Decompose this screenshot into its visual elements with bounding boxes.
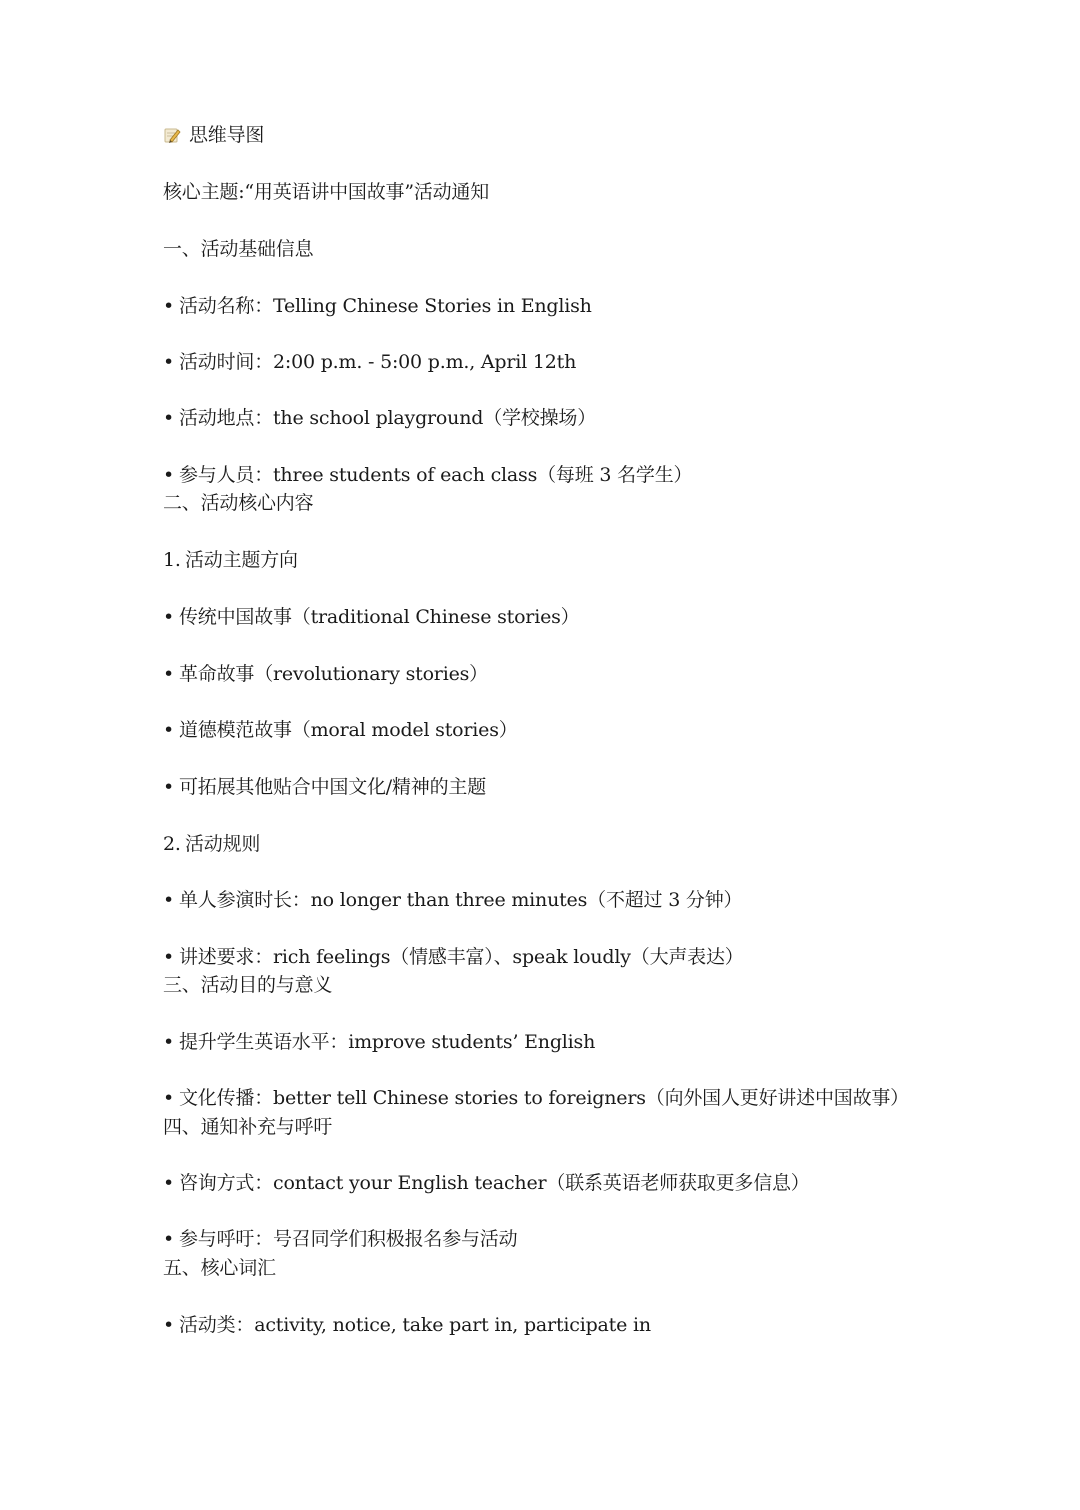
list-item-text: 革命故事（revolutionary stories） <box>179 663 488 685</box>
section-heading-4: 四、通知补充与呼吁 <box>163 1116 333 1138</box>
subsection-heading-2 <box>163 831 260 857</box>
list-item-text: 文化传播：better tell Chinese stories to foreigners（向外国人更好讲述中国故事） <box>179 1087 909 1109</box>
subsection-number: 1. <box>163 549 181 571</box>
list-item: • 活动名称：Telling Chinese Stories in English <box>163 295 592 317</box>
document-title <box>163 122 264 148</box>
list-item: • 参与呼吁：号召同学们积极报名参与活动 <box>163 1228 518 1250</box>
subsection-text: 活动规则 <box>185 833 261 855</box>
list-item: • 讲述要求：rich feelings（情感丰富）、speak loudly（大声表达） <box>163 946 744 968</box>
list-item-text: 活动时间：2:00 p.m. - 5:00 p.m., April 12th <box>179 351 577 373</box>
list-item-text: 讲述要求：rich feelings（情感丰富）、speak loudly（大声表达） <box>179 946 744 968</box>
list-item-text: 可拓展其他贴合中国文化/精神的主题 <box>179 776 487 798</box>
list-item-text: 参与人员：three students of each class（每班 3 名学生） <box>179 464 693 486</box>
list-item: • 道德模范故事（moral model stories） <box>163 719 518 741</box>
section-heading-1: 一、活动基础信息 <box>163 238 314 260</box>
subsection-text: 活动主题方向 <box>185 549 298 571</box>
list-item: • 提升学生英语水平：improve students’ English <box>163 1031 596 1053</box>
list-item: • 传统中国故事（traditional Chinese stories） <box>163 606 580 628</box>
section-heading-5: 五、核心词汇 <box>163 1257 276 1279</box>
subsection-heading-1 <box>163 547 298 573</box>
list-item-text: 传统中国故事（traditional Chinese stories） <box>179 606 580 628</box>
section-heading-2: 二、活动核心内容 <box>163 492 314 514</box>
section-heading-3: 三、活动目的与意义 <box>163 974 333 996</box>
memo-pencil-icon <box>163 125 181 143</box>
list-item: • 参与人员：three students of each class（每班 3 名学生） <box>163 464 693 486</box>
list-item: • 活动地点：the school playground（学校操场） <box>163 407 597 429</box>
list-item: • 文化传播：better tell Chinese stories to foreigners（向外国人更好讲述中国故事） <box>163 1087 909 1109</box>
list-item-text: 单人参演时长：no longer than three minutes（不超过 3 分钟） <box>179 889 743 911</box>
list-item: • 活动时间：2:00 p.m. - 5:00 p.m., April 12th <box>163 351 577 373</box>
list-item: • 咨询方式：contact your English teacher（联系英语老师获取更多信息） <box>163 1172 810 1194</box>
list-item-text: 咨询方式：contact your English teacher（联系英语老师获取更多信息） <box>179 1172 810 1194</box>
list-item-text: 参与呼吁：号召同学们积极报名参与活动 <box>179 1228 518 1250</box>
list-item-text: 活动类：activity, notice, take part in, participate in <box>179 1314 651 1336</box>
core-theme: 核心主题:“用英语讲中国故事”活动通知 <box>163 181 490 203</box>
list-item: • 单人参演时长：no longer than three minutes（不超过 3 分钟） <box>163 889 743 911</box>
list-item: • 革命故事（revolutionary stories） <box>163 663 488 685</box>
list-item-text: 活动名称：Telling Chinese Stories in English <box>179 295 592 317</box>
list-item: • 活动类：activity, notice, take part in, participate in <box>163 1314 651 1336</box>
list-item: • 可拓展其他贴合中国文化/精神的主题 <box>163 776 487 798</box>
list-item-text: 道德模范故事（moral model stories） <box>179 719 518 741</box>
title-text: 思维导图 <box>189 124 265 146</box>
subsection-number: 2. <box>163 833 181 855</box>
list-item-text: 提升学生英语水平：improve students’ English <box>179 1031 596 1053</box>
list-item-text: 活动地点：the school playground（学校操场） <box>179 407 597 429</box>
